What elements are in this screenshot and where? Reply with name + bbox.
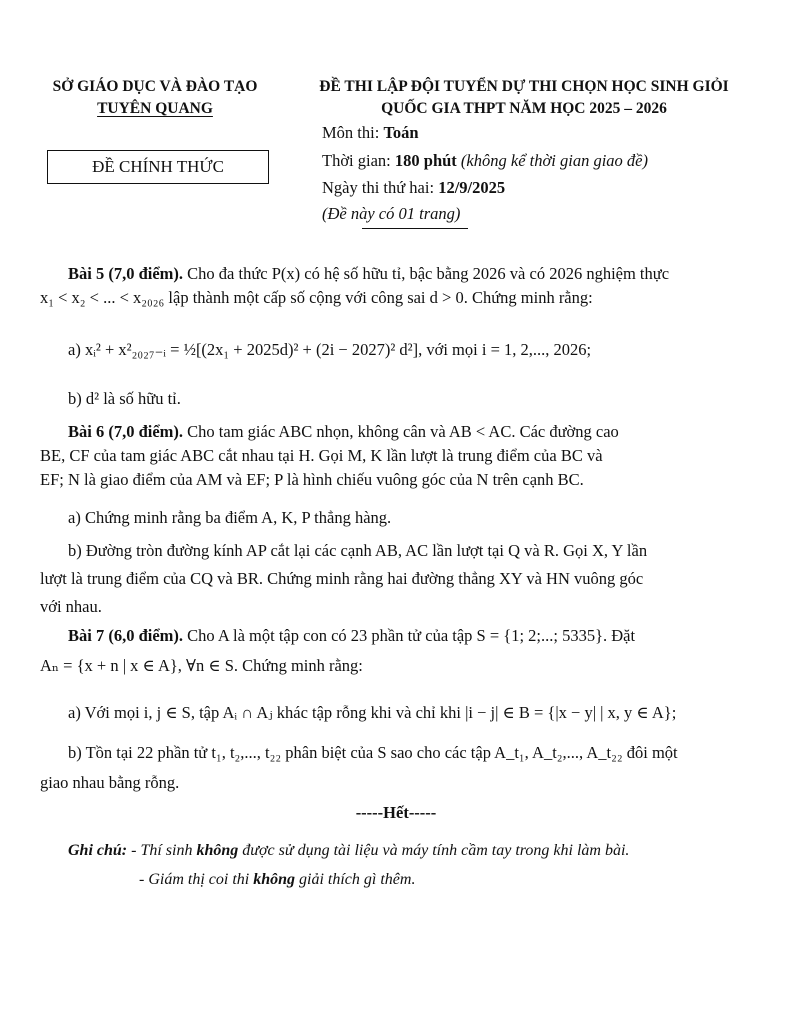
problem-5 — [40, 262, 752, 310]
problem-6-line-2: BE, CF của tam giác ABC cắt nhau tại H. Gọi M, K lần lượt là trung điểm của BC và — [40, 446, 603, 465]
time-line: Thời gian: 180 phút (không kể thời gian giao đề) — [322, 151, 648, 170]
exam-title-line-2: QUỐC GIA THPT NĂM HỌC 2025 – 2026 — [381, 100, 667, 117]
exam-title-line-1: ĐỀ THI LẬP ĐỘI TUYỂN DỰ THI CHỌN HỌC SINH GIỎI — [319, 78, 729, 95]
problem-6-part-b-line-1: b) Đường tròn đường kính AP cắt lại các cạnh AB, AC lần lượt tại Q và R. Gọi X, Y lần — [68, 541, 648, 560]
problem-7-line-2: Aₙ = {x + n | x ∈ A}, ∀n ∈ S. Chứng minh rằng: — [40, 656, 363, 675]
problem-6-title: Bài 6 (7,0 điểm). — [68, 422, 184, 441]
problem-7-part-a: a) Với mọi i, j ∈ S, tập Aᵢ ∩ Aⱼ khác tập rỗng khi và chỉ khi |i − j| ∈ B = {|x − y| | x, y ∈ A}; — [68, 703, 677, 722]
problem-6-line-3: EF; N là giao điểm của AM và EF; P là hình chiếu vuông góc của N trên cạnh BC. — [40, 470, 584, 489]
subject-line: Môn thi: Toán — [322, 123, 419, 142]
subject-value: Toán — [383, 123, 419, 142]
end-mark: -----Hết----- — [355, 803, 437, 822]
problem-6 — [40, 420, 752, 492]
problem-7-line-1: Bài 7 (6,0 điểm). Cho A là một tập con có 23 phần tử của tập S = {1; 2;...; 5335}. Đặt — [68, 626, 636, 645]
note-line-2: - Giám thị coi thi không giải thích gì thêm. — [139, 871, 416, 888]
organization-header — [40, 76, 270, 120]
problem-6-part-b-line-3: với nhau. — [40, 597, 102, 616]
problem-7 — [40, 624, 752, 678]
problem-5-statement-line-2: x₁ < x₂ < ... < x₂₀₂₆ lập thành một cấp số cộng với công sai d > 0. Chứng minh rằng: — [40, 288, 593, 307]
note-line-1: Ghi chú: - Thí sinh không được sử dụng tài liệu và máy tính cầm tay trong khi làm bài. — [68, 842, 630, 859]
problem-5-part-a: a) xᵢ² + x²₂₀₂₇₋ᵢ = ½[(2x₁ + 2025d)² + (2i − 2027)² d²], với mọi i = 1, 2,..., 2026; — [68, 340, 592, 359]
header-divider — [362, 228, 468, 229]
problem-5-statement: Bài 5 (7,0 điểm). Cho đa thức P(x) có hệ số hữu tỉ, bậc bằng 2026 và có 2026 nghiệm thực — [68, 264, 670, 283]
time-note: (không kể thời gian giao đề) — [456, 151, 648, 170]
date-value: 12/9/2025 — [438, 178, 506, 197]
problem-5-part-b: b) d² là số hữu tỉ. — [68, 389, 181, 408]
problem-6-line-1: Bài 6 (7,0 điểm). Cho tam giác ABC nhọn, không cân và AB < AC. Các đường cao — [68, 422, 619, 441]
problem-7-part-b-line-1: b) Tồn tại 22 phần tử t₁, t₂,..., t₂₂ phân biệt của S sao cho các tập A_t₁, A_t₂,..., A_t₂₂ đôi một — [68, 743, 678, 762]
problem-6-part-a: a) Chứng minh rằng ba điểm A, K, P thẳng hàng. — [68, 508, 392, 527]
org-line-1: SỞ GIÁO DỤC VÀ ĐÀO TẠO — [52, 78, 258, 95]
org-line-2: TUYÊN QUANG — [97, 100, 213, 117]
problem-7-part-b-line-2: giao nhau bằng rỗng. — [40, 773, 180, 792]
problem-7-part-b — [40, 741, 752, 795]
problem-6-part-b-line-2: lượt là trung điểm của CQ và BR. Chứng minh rằng hai đường thẳng XY và HN vuông góc — [40, 569, 644, 588]
time-value: 180 phút — [394, 151, 457, 170]
problem-7-title: Bài 7 (6,0 điểm). — [68, 626, 184, 645]
problem-5-title: Bài 5 (7,0 điểm). — [68, 264, 184, 283]
note-label: Ghi chú: — [68, 842, 128, 859]
date-line: Ngày thi thứ hai: 12/9/2025 — [322, 178, 506, 197]
exam-title — [284, 76, 764, 120]
pages-note: (Đề này có 01 trang) — [322, 204, 461, 223]
official-badge: ĐỀ CHÍNH THỨC — [47, 150, 269, 184]
problem-6-part-b — [40, 539, 752, 619]
